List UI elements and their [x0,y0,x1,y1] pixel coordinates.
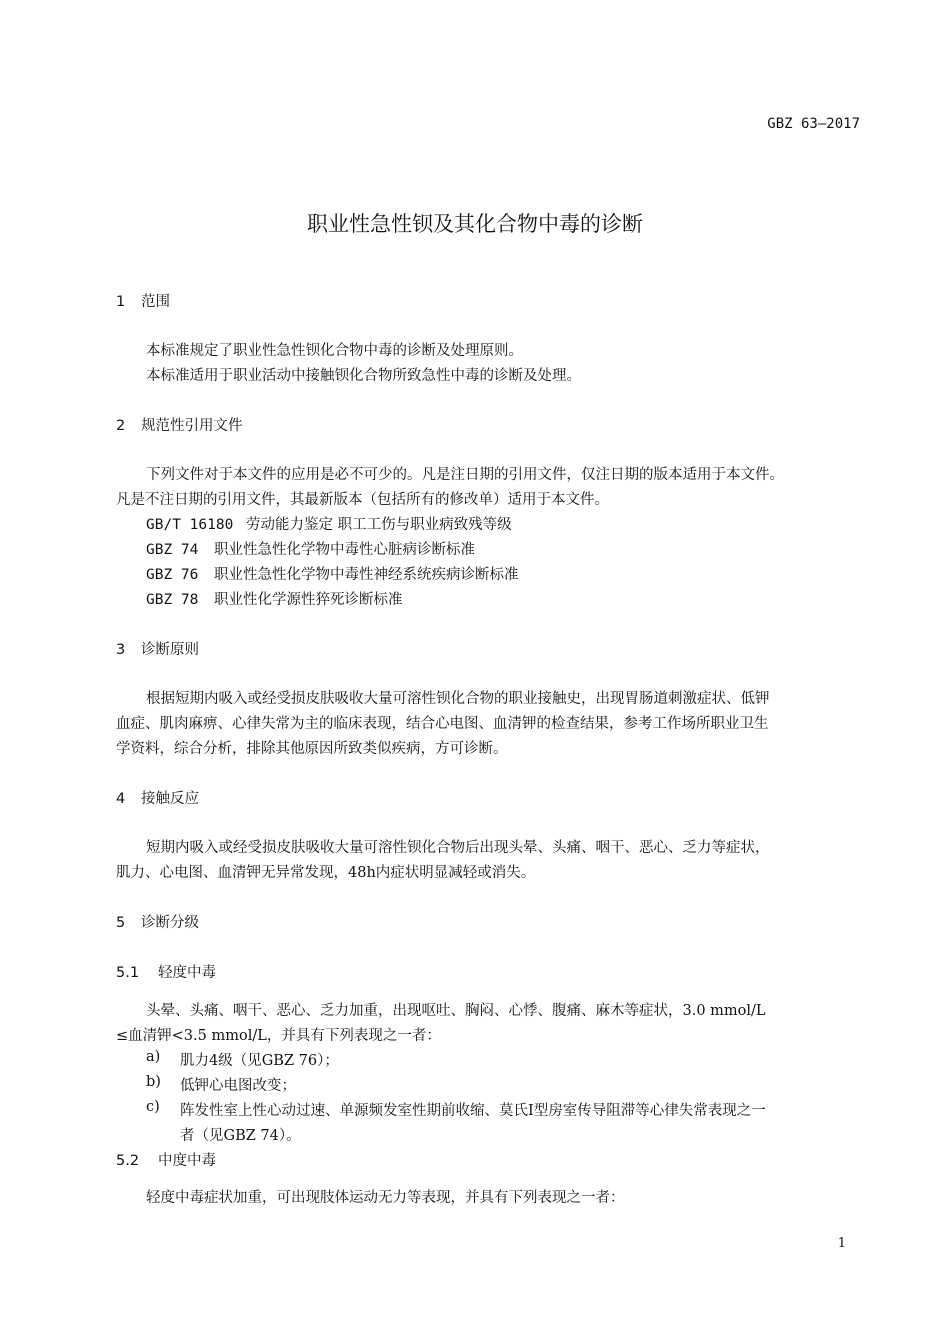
reference-title: 职业性急性化学物中毒性心脏病诊断标准 [214,542,475,558]
section-number: 3 [116,642,126,658]
reference-code: GBZ 74 [146,542,199,558]
reference-title: 职业性急性化学物中毒性神经系统疾病诊断标准 [214,567,519,583]
reference-code: GB/T 16180 [146,517,234,533]
paragraph-line: ≤血清钾<3.5 mmol/L，并具有下列表现之一者： [116,1028,441,1044]
section-number: 4 [116,791,126,807]
paragraph-line: 头晕、头痛、咽干、恶心、乏力加重，出现呕吐、胸闷、心悸、腹痛、麻木等症状，3.0 mmol/L [146,1003,766,1019]
reference-code: GBZ 76 [146,567,199,583]
paragraph-line: 血症、肌肉麻痹、心律失常为主的临床表现，结合心电图、血清钾的检查结果，参考工作场所职业卫生 [116,716,769,732]
list-item-continuation: 者（见GBZ 74）。 [180,1128,301,1144]
paragraph: 本标准规定了职业性急性钡化合物中毒的诊断及处理原则。 [146,343,523,359]
subsection-title: 轻度中毒 [158,965,216,981]
list-marker: b) [146,1074,161,1090]
paragraph: 本标准适用于职业活动中接触钡化合物所致急性中毒的诊断及处理。 [146,368,581,384]
reference-code: GBZ 78 [146,592,199,608]
section-number: 5 [116,915,126,931]
section-5-heading [116,911,199,932]
document-title: 职业性急性钡及其化合物中毒的诊断 [307,212,643,236]
list-item: 肌力4级（见GBZ 76）； [180,1053,339,1069]
section-3-heading [116,638,199,659]
subsection-5-1-heading [116,961,216,982]
reference-title: 劳动能力鉴定 职工工伤与职业病致残等级 [246,517,512,533]
reference-item [146,513,512,534]
reference-item [146,538,475,559]
section-title: 诊断分级 [141,915,199,931]
standard-number: GBZ 63—2017 [767,116,860,132]
subsection-5-2-heading [116,1149,216,1170]
section-title: 诊断原则 [141,642,199,658]
reference-item [146,588,403,609]
section-title: 规范性引用文件 [141,418,243,434]
page-number: 1 [837,1236,846,1251]
paragraph-line: 肌力、心电图、血清钾无异常发现，48h内症状明显减轻或消失。 [116,865,536,881]
reference-title: 职业性化学源性猝死诊断标准 [214,592,403,608]
list-marker: a) [146,1049,161,1065]
list-item: 阵发性室上性心动过速、单源频发室性期前收缩、莫氏Ⅰ型房室传导阻滞等心律失常表现之一 [180,1103,766,1119]
paragraph-line: 根据短期内吸入或经受损皮肤吸收大量可溶性钡化合物的职业接触史，出现胃肠道刺激症状、低钾 [146,691,770,707]
section-number: 1 [116,294,126,310]
paragraph-line: 轻度中毒症状加重，可出现肢体运动无力等表现，并具有下列表现之一者： [146,1190,625,1206]
reference-item [146,563,519,584]
section-title: 范围 [141,294,170,310]
section-number: 2 [116,418,126,434]
list-item: 低钾心电图改变； [180,1078,296,1094]
subsection-number: 5.1 [116,965,140,981]
paragraph-line: 学资料，综合分析，排除其他原因所致类似疾病，方可诊断。 [116,741,508,757]
section-1-heading [116,290,170,311]
paragraph-line: 下列文件对于本文件的应用是必不可少的。凡是注日期的引用文件，仅注日期的版本适用于本文件。 [146,467,784,483]
subsection-number: 5.2 [116,1153,140,1169]
section-title: 接触反应 [141,791,199,807]
section-2-heading [116,414,243,435]
paragraph-line: 凡是不注日期的引用文件，其最新版本（包括所有的修改单）适用于本文件。 [116,492,609,508]
subsection-title: 中度中毒 [158,1153,216,1169]
paragraph-line: 短期内吸入或经受损皮肤吸收大量可溶性钡化合物后出现头晕、头痛、咽干、恶心、乏力等症状， [146,840,770,856]
section-4-heading [116,787,199,808]
list-marker: c) [146,1099,160,1115]
